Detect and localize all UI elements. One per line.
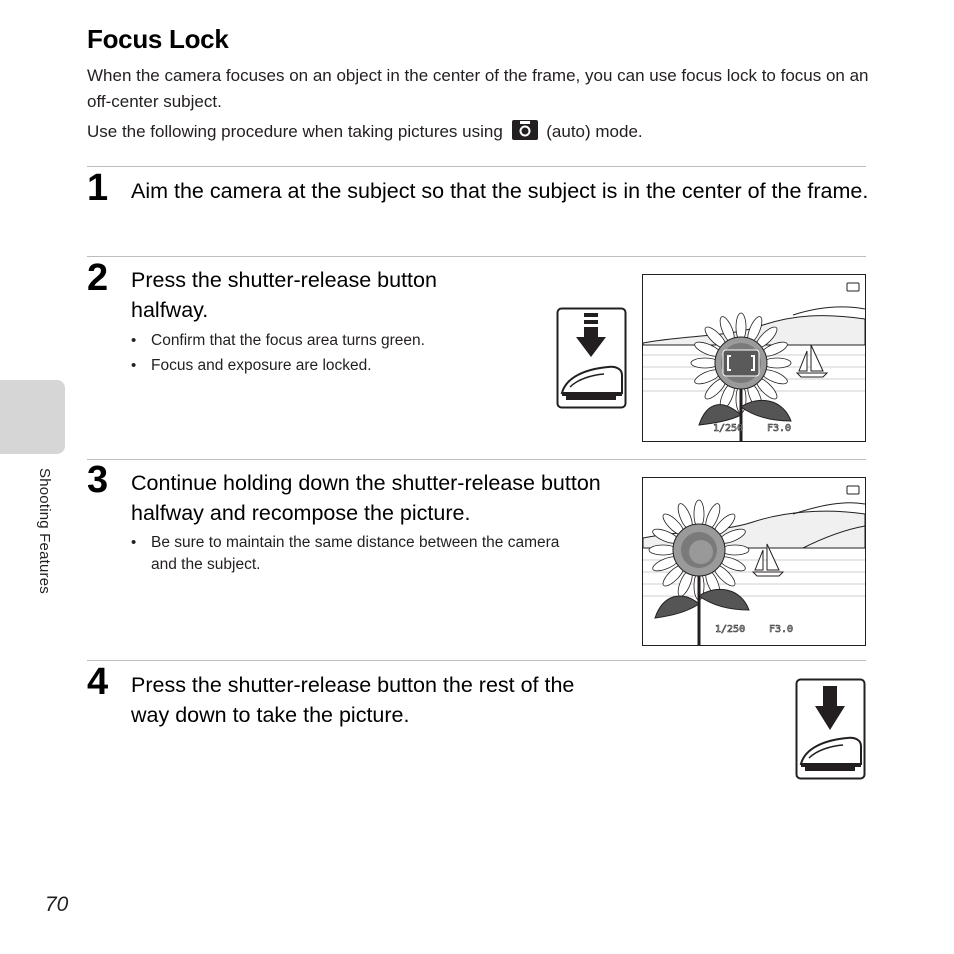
page-title: Focus Lock (87, 24, 229, 54)
list-item: • Focus and exposure are locked. (131, 355, 531, 377)
camera-screen-recomposed (642, 477, 866, 646)
step-4-number: 4 (87, 661, 109, 703)
step-2-text: Press the shutter-release button halfway. (131, 268, 437, 322)
step-3-bullets (131, 532, 571, 579)
divider (87, 256, 866, 257)
list-item: • Be sure to maintain the same distance between the camera and the subject. (131, 532, 571, 576)
camera-auto-mode-icon (512, 120, 538, 140)
step-1-text: Aim the camera at the subject so that the subject is in the center of the frame. (131, 179, 869, 203)
intro-auto-mode-text: (auto) mode. (546, 122, 643, 141)
step-4-text: Press the shutter-release button the rest of the way down to take the picture. (131, 673, 575, 727)
aperture-readout: F3.0 (769, 624, 794, 635)
divider (87, 166, 866, 167)
page-number: 70 (45, 893, 69, 916)
intro-paragraph (87, 63, 877, 115)
shutter-speed-readout: 1/250 (715, 624, 746, 635)
step-3-text: Continue holding down the shutter-release button halfway and recompose the picture. (131, 471, 601, 525)
list-item: • Confirm that the focus area turns green. (131, 330, 531, 352)
step-2-bullets (131, 330, 531, 380)
intro-procedure-text: Use the following procedure when taking pictures using (87, 122, 503, 141)
shutter-full-press-icon (795, 678, 867, 785)
intro-text: When the camera focuses on an object in the center of the frame, you can use focus lock to focus on an off-center subject. (87, 66, 869, 111)
step-2-number: 2 (87, 257, 109, 299)
shutter-speed-readout: 1/250 (713, 423, 744, 434)
aperture-readout: F3.0 (767, 423, 792, 434)
divider (87, 459, 866, 460)
step-1-number: 1 (87, 167, 109, 209)
step-3-number: 3 (87, 459, 109, 501)
divider (87, 660, 866, 661)
section-label: Shooting Features (36, 468, 53, 594)
intro-procedure-line (87, 119, 877, 145)
shutter-half-press-icon (556, 307, 628, 414)
camera-screen-centered-subject (642, 274, 866, 442)
section-tab-marker (0, 380, 65, 454)
